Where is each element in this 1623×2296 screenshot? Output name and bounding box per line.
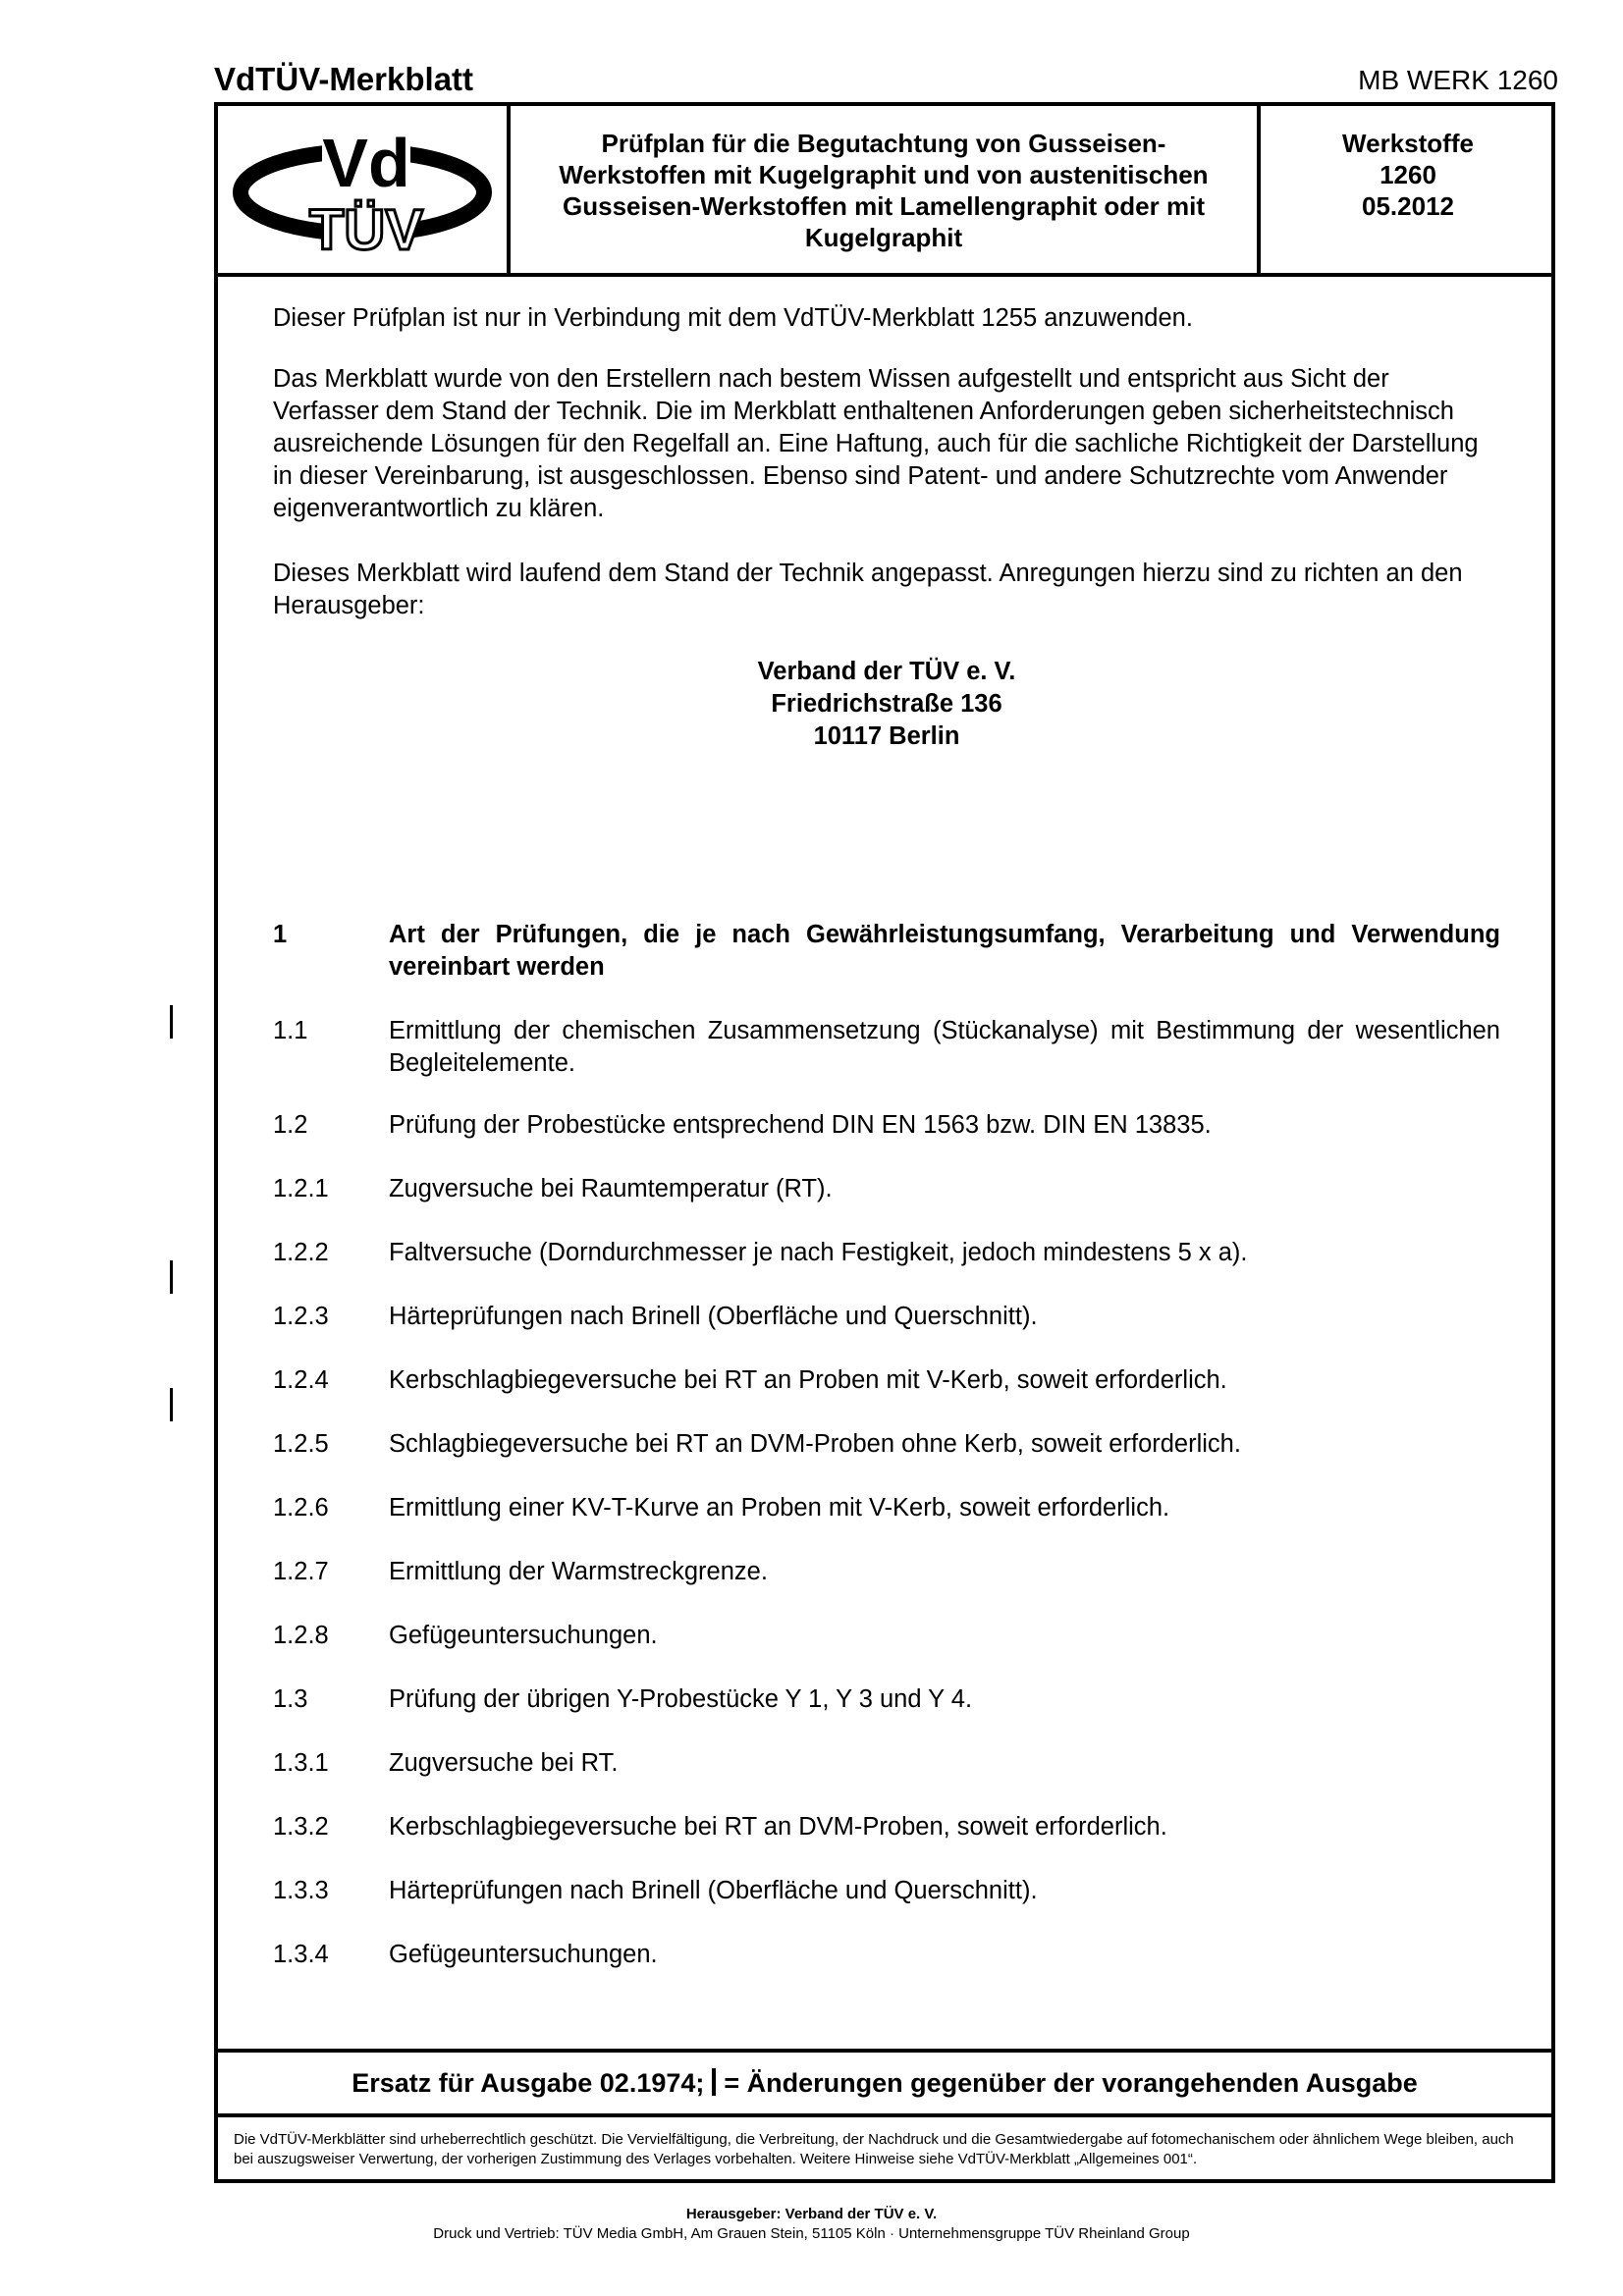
change-marker-icon xyxy=(712,2068,716,2096)
copyright-notice: Die VdTÜV-Merkblätter sind urheberrechtlich geschützt. Die Vervielfältigung, die Verbreitung, der Nachdruck und die Gesamtwiedergabe auf fotomechanischem oder ähnlichem Wege bleiben, auch bei auszugsweiser Verwertung, der vorherigen Zustimmung des Verlages vorbehalten. Weitere Hinweise siehe VdTÜV-Merkblatt „Allgemeines 001“. xyxy=(234,2131,1514,2167)
section-number: 1.2.7 xyxy=(273,1558,329,1585)
section-number: 1.2.2 xyxy=(273,1239,329,1266)
section-number: 1.3.3 xyxy=(273,1877,329,1904)
issue-date: 05.2012 xyxy=(1362,191,1454,221)
document-title xyxy=(511,106,1261,273)
section-number: 1.3 xyxy=(273,1685,308,1713)
section-text: Gefügeuntersuchungen. xyxy=(389,1941,658,1968)
section-text: Art der Prüfungen, die je nach Gewährleistungsumfang, Verarbeitung und Verwendung vereinbart werden xyxy=(389,921,1500,981)
title-line: Werkstoffen mit Kugelgraphit und von austenitischen xyxy=(559,160,1209,189)
replacement-note xyxy=(218,2049,1551,2117)
document-meta xyxy=(1265,106,1551,294)
section-number: 1.2.5 xyxy=(273,1430,329,1458)
sheet-number: 1260 xyxy=(1380,160,1436,189)
section-text: Gefügeuntersuchungen. xyxy=(389,1622,658,1649)
address-line: 10117 Berlin xyxy=(813,722,960,750)
section-number: 1.2.4 xyxy=(273,1366,329,1394)
title-block xyxy=(218,106,1551,277)
section-number: 1.2.6 xyxy=(273,1494,329,1522)
section-text: Kerbschlagbiegeversuche bei RT an DVM-Proben, soweit erforderlich. xyxy=(389,1813,1167,1841)
intro-paragraph-3: Dieses Merkblatt wird laufend dem Stand der Technik angepasst. Anregungen hierzu sind zu richten an den Herausgeber: xyxy=(273,560,1463,619)
section-text: Härteprüfungen nach Brinell (Oberfläche und Querschnitt). xyxy=(389,1877,1038,1904)
section-text: Prüfung der übrigen Y-Probestücke Y 1, Y 3 und Y 4. xyxy=(389,1685,973,1713)
section-text: Ermittlung der Warmstreckgrenze. xyxy=(389,1558,768,1585)
logo-text-tuev: TÜV xyxy=(309,198,423,262)
section-text: Ermittlung einer KV-T-Kurve an Proben mit V-Kerb, soweit erforderlich. xyxy=(389,1494,1170,1522)
section-text: Faltversuche (Dorndurchmesser je nach Festigkeit, jedoch mindestens 5 x a). xyxy=(389,1239,1248,1266)
logo-text-vd: Vd xyxy=(322,125,410,201)
distribution-line: Druck und Vertrieb: TÜV Media GmbH, Am Grauen Stein, 51105 Köln · Unternehmensgruppe TÜV Rheinland Group xyxy=(433,2225,1190,2242)
address-line: Friedrichstraße 136 xyxy=(771,690,1002,718)
document-code: MB WERK 1260 xyxy=(1358,65,1558,95)
section-text: Härteprüfungen nach Brinell (Oberfläche und Querschnitt). xyxy=(389,1303,1038,1330)
change-marker-icon xyxy=(170,1005,173,1039)
publisher-info xyxy=(0,2205,1623,2244)
section-text: Prüfung der Probestücke entsprechend DIN EN 1563 bzw. DIN EN 13835. xyxy=(389,1111,1212,1139)
section-number: 1.2.8 xyxy=(273,1622,329,1649)
section-number: 1.3.1 xyxy=(273,1749,329,1777)
document-frame xyxy=(214,102,1555,2183)
section-text: Kerbschlagbiegeversuche bei RT an Proben mit V-Kerb, soweit erforderlich. xyxy=(389,1366,1227,1394)
section-text: Zugversuche bei Raumtemperatur (RT). xyxy=(389,1175,833,1202)
section-number: 1.2.1 xyxy=(273,1175,329,1202)
title-line: Gusseisen-Werkstoffen mit Lamellengraphit oder mit xyxy=(563,191,1205,221)
section-number: 1.3.4 xyxy=(273,1941,329,1968)
section-number: 1.3.2 xyxy=(273,1813,329,1841)
publisher-address xyxy=(273,656,1500,753)
category-label: Werkstoffe xyxy=(1342,129,1474,158)
logo-cell xyxy=(218,106,511,273)
section-number: 1 xyxy=(273,921,288,948)
section-number: 1.2 xyxy=(273,1111,308,1139)
title-line: Prüfplan für die Begutachtung von Gusseisen- xyxy=(601,129,1166,158)
section-text: Ermittlung der chemischen Zusammensetzung (Stückanalyse) mit Bestimmung der wesentlichen Begleitelemente. xyxy=(389,1017,1500,1077)
intro-paragraph-1: Dieser Prüfplan ist nur in Verbindung mit dem VdTÜV-Merkblatt 1255 anzuwenden. xyxy=(273,304,1193,332)
section-number: 1.1 xyxy=(273,1017,308,1044)
change-legend: = Änderungen gegenüber der vorangehenden Ausgabe xyxy=(724,2068,1418,2098)
document-type-title: VdTÜV-Merkblatt xyxy=(214,61,474,97)
section-number: 1.2.3 xyxy=(273,1303,329,1330)
replacement-edition: Ersatz für Ausgabe 02.1974; xyxy=(352,2068,705,2098)
title-line: Kugelgraphit xyxy=(804,223,963,252)
vdtuev-logo xyxy=(232,116,493,263)
publisher-line: Herausgeber: Verband der TÜV e. V. xyxy=(685,2206,938,2222)
intro-paragraph-2: Das Merkblatt wurde von den Erstellern nach bestem Wissen aufgestellt und entspricht aus Sicht der Verfasser dem Stand der Technik. Die im Merkblatt enthaltenen Anforderungen geben sicherheitstechnisch ausreichende Lösungen für den Regelfall an. Eine Haftung, auch für die sachliche Richtigkeit der Darstellung in dieser Vereinbarung, ist ausgeschlossen. Ebenso sind Patent- und andere Schutzrechte vom Anwender eigenverantwortlich zu klären. xyxy=(273,365,1479,522)
section-text: Schlagbiegeversuche bei RT an DVM-Proben ohne Kerb, soweit erforderlich. xyxy=(389,1430,1241,1458)
address-line: Verband der TÜV e. V. xyxy=(757,658,1016,685)
change-marker-icon xyxy=(170,1260,173,1294)
change-marker-icon xyxy=(170,1388,173,1421)
section-text: Zugversuche bei RT. xyxy=(389,1749,619,1777)
